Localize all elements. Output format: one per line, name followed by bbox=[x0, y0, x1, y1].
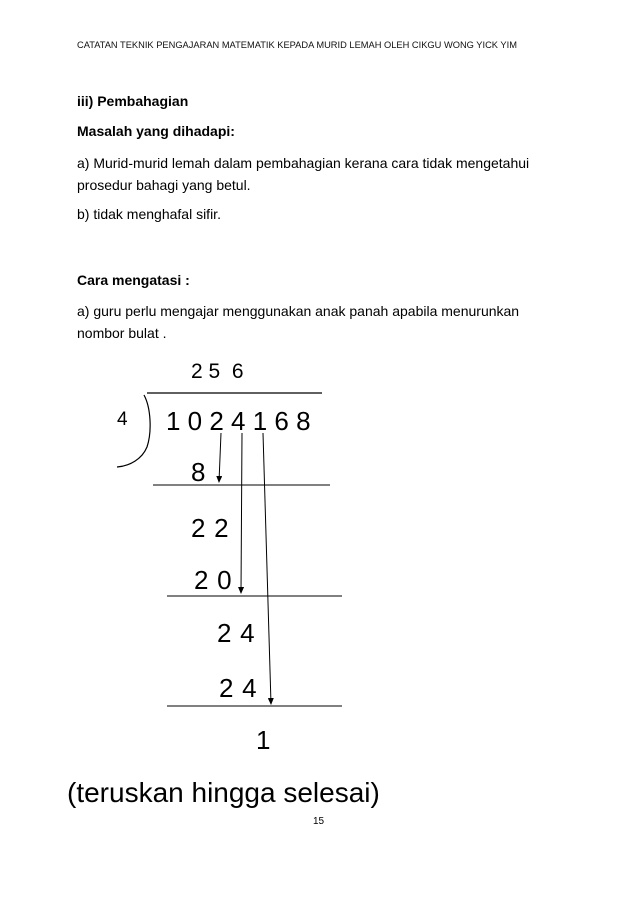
bring-down-arrow-2 bbox=[241, 433, 242, 593]
solution-item-a-line-2: nombor bulat . bbox=[77, 325, 167, 341]
problems-heading: Masalah yang dihadapi: bbox=[77, 123, 235, 139]
division-divisor: 4 bbox=[117, 409, 128, 430]
bring-down-arrow-1 bbox=[219, 433, 221, 482]
division-remainder: 1 bbox=[256, 725, 271, 755]
division-step: 2 0 bbox=[194, 565, 232, 595]
bring-down-arrow-3 bbox=[263, 433, 271, 704]
page-number: 15 bbox=[313, 816, 325, 827]
division-step: 8 bbox=[191, 457, 206, 487]
continuation-note: (teruskan hingga selesai) bbox=[67, 777, 380, 808]
problem-item-b: b) tidak menghafal sifir. bbox=[77, 206, 221, 222]
solutions-heading: Cara mengatasi : bbox=[77, 272, 190, 288]
division-step: 2 4 bbox=[219, 673, 257, 703]
section-heading: iii) Pembahagian bbox=[77, 93, 189, 109]
problem-item-a-line-2: prosedur bahagi yang betul. bbox=[77, 177, 251, 193]
division-step: 2 4 bbox=[217, 618, 255, 648]
problem-item-a-line-1: a) Murid-murid lemah dalam pembahagian kerana cara tidak mengetahui bbox=[77, 155, 530, 171]
division-step: 2 2 bbox=[191, 513, 229, 543]
division-dividend: 1 0 2 4 1 6 8 bbox=[166, 406, 311, 436]
division-quotient: 2 5 6 bbox=[191, 360, 244, 383]
running-header: CATATAN TEKNIK PENGAJARAN MATEMATIK KEPADA MURID LEMAH OLEH CIKGU WONG YICK YIM bbox=[77, 40, 517, 50]
solution-item-a-line-1: a) guru perlu mengajar menggunakan anak panah apabila menurunkan bbox=[77, 303, 520, 319]
